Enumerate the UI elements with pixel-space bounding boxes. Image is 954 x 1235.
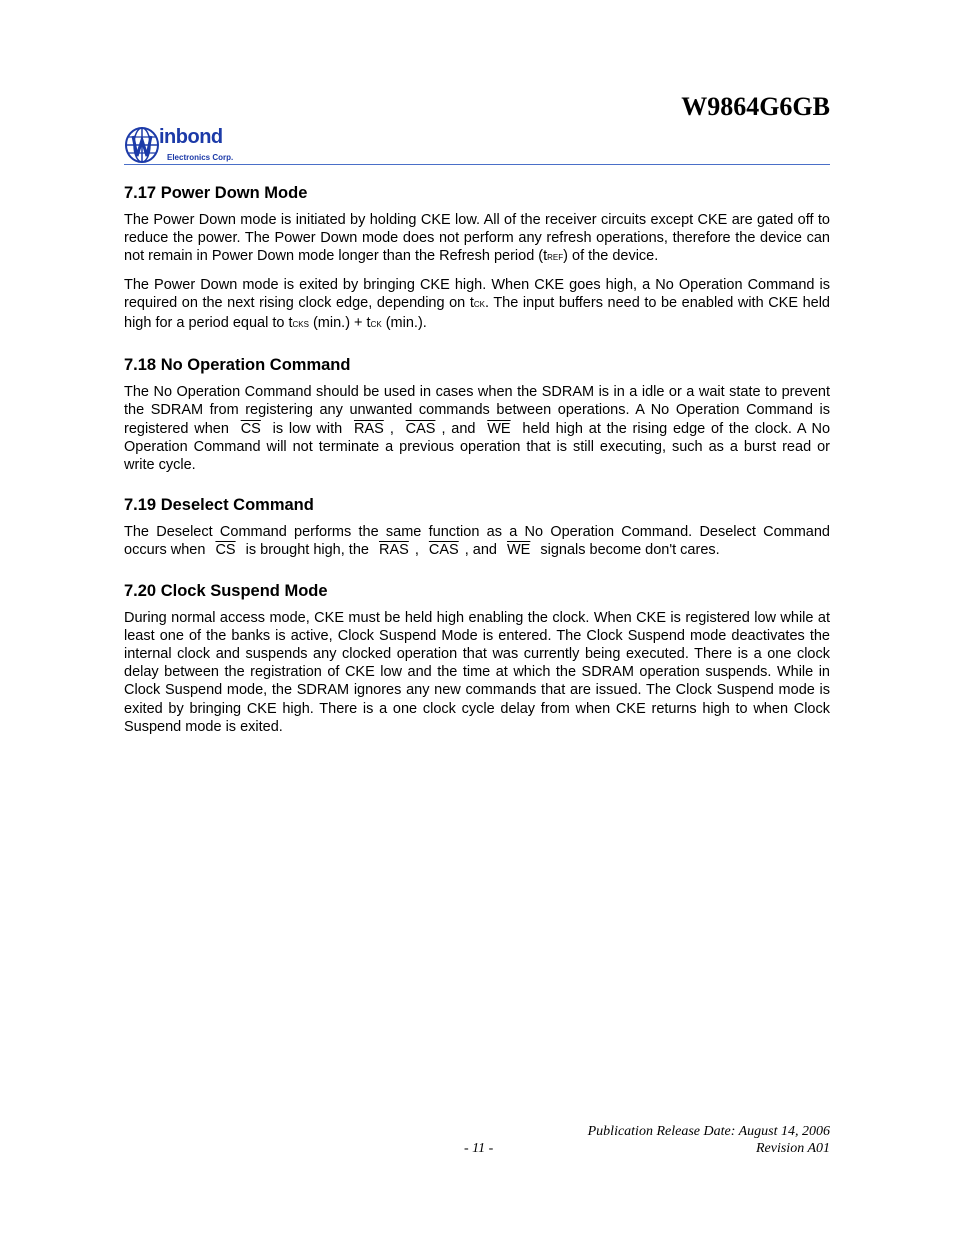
subscript: CK — [473, 299, 485, 309]
text-run: The No Operation Command should be used in cases when the SDRAM is in a idle or a wait state to prevent the SDRAM from registering any unwanted commands between operations. A No Operation Command is registered when — [124, 384, 830, 437]
logo-wordmark: inbond — [159, 126, 223, 148]
document-part-number: W9864G6GB — [681, 92, 830, 121]
section-no-operation-command — [124, 356, 830, 474]
document-body — [124, 184, 830, 758]
signal-cs-overline: $\overline{CS}$ — [215, 542, 236, 559]
page-number: - 11 - — [464, 1141, 494, 1156]
paragraph — [124, 523, 830, 559]
text-run: , — [414, 542, 419, 559]
signal-cs-overline: $\overline{CS}$ — [240, 420, 261, 437]
signal-cas-overline: $\overline{CAS}$ — [405, 420, 436, 437]
signal-ras-overline: $\overline{RAS}$ — [379, 542, 409, 559]
signal-we-overline: $\overline{WE}$ — [487, 420, 511, 437]
globe-logo-icon — [125, 126, 161, 164]
text-run: held high at the rising edge of the clock. A No Operation Command will not terminate a previous operation that is still executing, such as a burst read or write cycle. — [124, 420, 831, 474]
paragraph: During normal access mode, CKE must be held high enabling the clock. When CKE is registered low while at least one of the banks is active, Clock Suspend Mode is entered. The Clock Suspend mode deactivates the internal clock and suspends any clocked operation that was currently being executed. There is a one clock delay between the registration of CKE low and the time at which the SDRAM operation suspends. While in Clock Suspend mode, the SDRAM ignores any new commands that are issued. The Clock Suspend mode is exited by bringing CKE high. There is a one clock cycle delay from when CKE returns high to when Clock Suspend mode is exited. — [124, 609, 830, 735]
text-run: , — [389, 420, 394, 437]
section-heading: 7.19 Deselect Command — [124, 496, 314, 515]
revision: Revision A01 — [755, 1141, 830, 1156]
text-run: The Power Down mode is initiated by holding CKE low. All of the receiver circuits except CKE are gated off to reduce the power. The Power Down mode does not perform any refresh operations, therefore the device can not remain in Power Down mode longer than the Refresh period (t — [124, 212, 830, 265]
section-clock-suspend-mode — [124, 582, 830, 736]
signal-we-overline: $\overline{WE}$ — [507, 542, 531, 559]
section-heading: 7.20 Clock Suspend Mode — [124, 581, 328, 600]
text-run: is brought high, the — [245, 542, 369, 559]
text-run: is low with — [272, 420, 343, 437]
text-run: (min.) + t — [308, 315, 371, 332]
subscript: CKS — [292, 320, 309, 330]
paragraph — [124, 383, 830, 474]
signal-cas-overline: $\overline{CAS}$ — [428, 542, 459, 559]
text-run: The Deselect Command performs the same function as a No Operation Command. Deselect Command occurs when — [124, 524, 830, 559]
section-power-down-mode — [124, 184, 830, 334]
section-heading: 7.18 No Operation Command — [124, 356, 351, 375]
subscript: CK — [370, 320, 382, 330]
logo-subtext: Electronics Corp. — [167, 153, 234, 162]
text-run: (min.). — [381, 315, 427, 332]
section-heading: 7.17 Power Down Mode — [124, 184, 308, 202]
text-run: , and — [464, 542, 497, 559]
paragraph — [124, 276, 830, 335]
subscript: REF — [547, 253, 564, 263]
text-run: signals become don't cares. — [540, 542, 720, 559]
header-divider — [124, 164, 830, 165]
text-run: ) of the device. — [563, 248, 659, 265]
signal-ras-overline: $\overline{RAS}$ — [353, 420, 384, 437]
text-run: , and — [441, 420, 476, 437]
page-footer — [124, 1123, 830, 1159]
section-deselect-command — [124, 496, 830, 559]
paragraph — [124, 211, 830, 268]
text-run: The Power Down mode is exited by bringing CKE high. When CKE goes high, a No Operation Command is required on the next rising clock edge, depending on t — [124, 276, 830, 311]
text-run: . The input buffers need to be enabled with CKE held high for a period equal to t — [124, 294, 830, 332]
publication-date: Publication Release Date: August 14, 2006 — [587, 1124, 830, 1139]
